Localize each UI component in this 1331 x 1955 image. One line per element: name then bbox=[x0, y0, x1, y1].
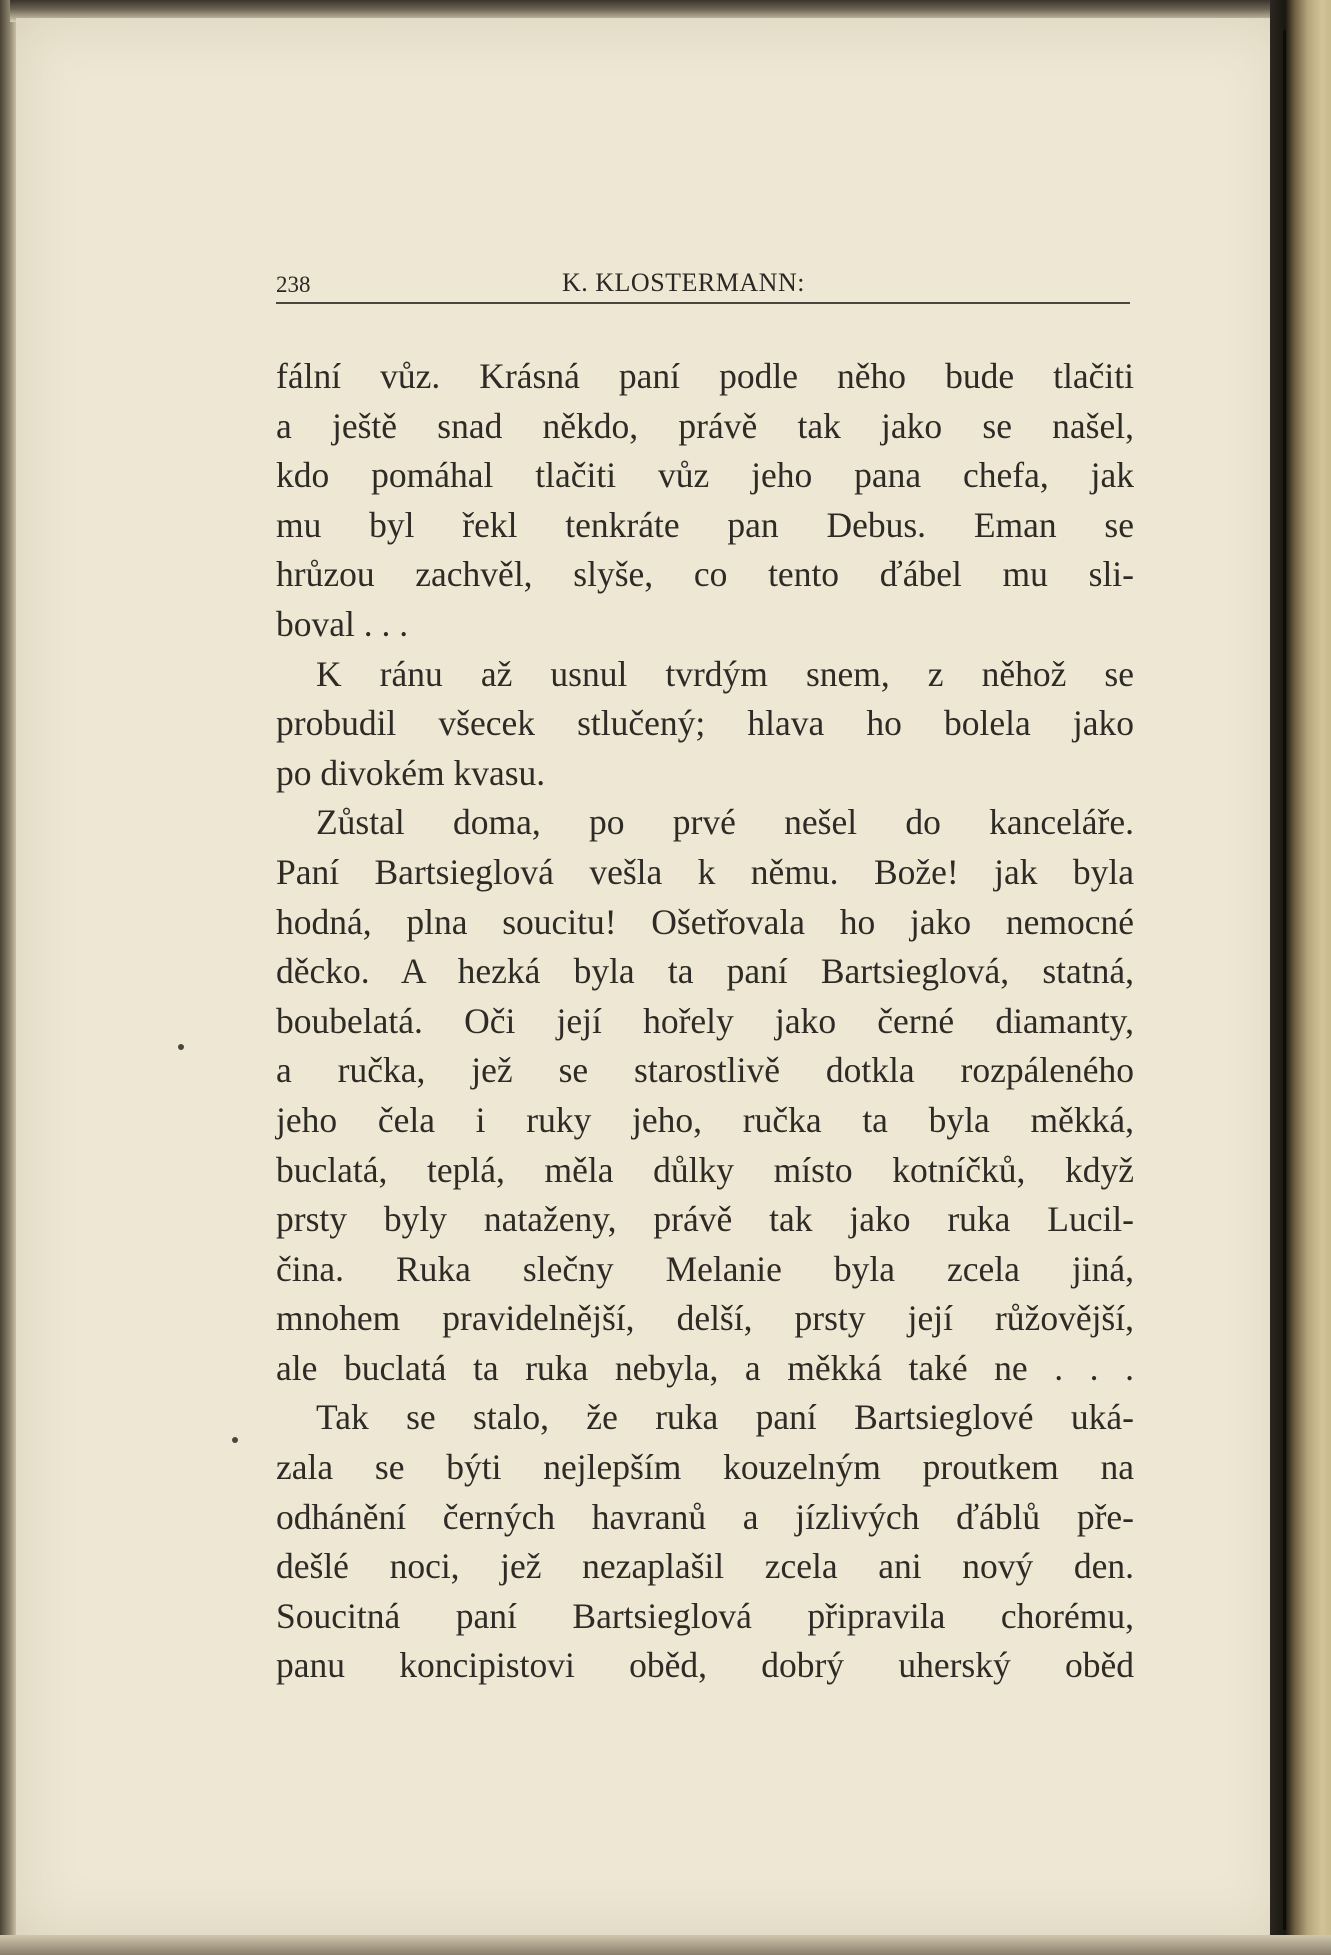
text-line: boubelatá. Oči její hořely jako černé diamanty, bbox=[276, 1000, 1134, 1041]
text-line: jeho čela i ruky jeho, ručka ta byla měkká, bbox=[276, 1099, 1134, 1140]
text-line: Tak se stalo, že ruka paní Bartsieglové uká- bbox=[316, 1397, 1134, 1438]
text-line: mnohem pravidelnější, delší, prsty její růžovější, bbox=[276, 1298, 1134, 1339]
text-line: kdo pomáhal tlačiti vůz jeho pana chefa, jak bbox=[276, 455, 1134, 496]
text-line: hodná, plna soucitu! Ošetřovala ho jako nemocné bbox=[276, 901, 1134, 942]
text-line: děcko. A hezká byla ta paní Bartsieglová, statná, bbox=[276, 951, 1134, 992]
text-line: Paní Bartsieglová vešla k němu. Bože! jak byla bbox=[276, 851, 1134, 892]
text-line: Zůstal doma, po prvé nešel do kanceláře. bbox=[316, 802, 1134, 843]
text-line: hrůzou zachvěl, slyše, co tento ďábel mu sli- bbox=[276, 554, 1134, 595]
gutter-shadow bbox=[1283, 30, 1286, 1930]
text-line: panu koncipistovi oběd, dobrý uherský oběd bbox=[276, 1645, 1134, 1686]
text-line: K ránu až usnul tvrdým snem, z něhož se bbox=[316, 653, 1134, 694]
running-head: K. KLOSTERMANN: bbox=[562, 268, 805, 297]
text-line: boval . . . bbox=[276, 603, 409, 644]
text-line: fální vůz. Krásná paní podle něho bude tlačiti bbox=[276, 356, 1134, 396]
book-spine bbox=[1270, 0, 1331, 1955]
ink-speck bbox=[232, 1437, 238, 1443]
body-text bbox=[276, 352, 1134, 1691]
text-line: a ručka, jež se starostlivě dotkla rozpáleného bbox=[276, 1050, 1134, 1091]
text-line: po divokém kvasu. bbox=[276, 752, 546, 793]
text-line: zala se býti nejlepším kouzelným proutkem na bbox=[276, 1447, 1134, 1488]
page-number: 238 bbox=[276, 272, 311, 297]
text-line: probudil všecek stlučený; hlava ho bolela jako bbox=[276, 703, 1134, 744]
text-line: a ještě snad někdo, právě tak jako se našel, bbox=[276, 405, 1134, 446]
ink-speck bbox=[178, 1044, 184, 1050]
text-line: odhánění černých havranů a jízlivých ďáblů pře- bbox=[276, 1496, 1134, 1537]
header-rule bbox=[276, 302, 1130, 304]
book-bottom-edge bbox=[0, 1935, 1331, 1955]
text-line: mu byl řekl tenkráte pan Debus. Eman se bbox=[276, 504, 1134, 545]
text-line: ale buclatá ta ruka nebyla, a měkká také ne . . . bbox=[276, 1347, 1134, 1388]
text-line: buclatá, teplá, měla důlky místo kotníčků, když bbox=[276, 1149, 1134, 1190]
text-line: čina. Ruka slečny Melanie byla zcela jiná, bbox=[276, 1248, 1134, 1289]
text-line: Soucitná paní Bartsieglová připravila chorému, bbox=[276, 1595, 1134, 1636]
text-line: dešlé noci, jež nezaplašil zcela ani nový den. bbox=[276, 1546, 1134, 1587]
page-header bbox=[276, 268, 1130, 304]
text-line: prsty byly nataženy, právě tak jako ruka Lucil- bbox=[276, 1199, 1134, 1240]
